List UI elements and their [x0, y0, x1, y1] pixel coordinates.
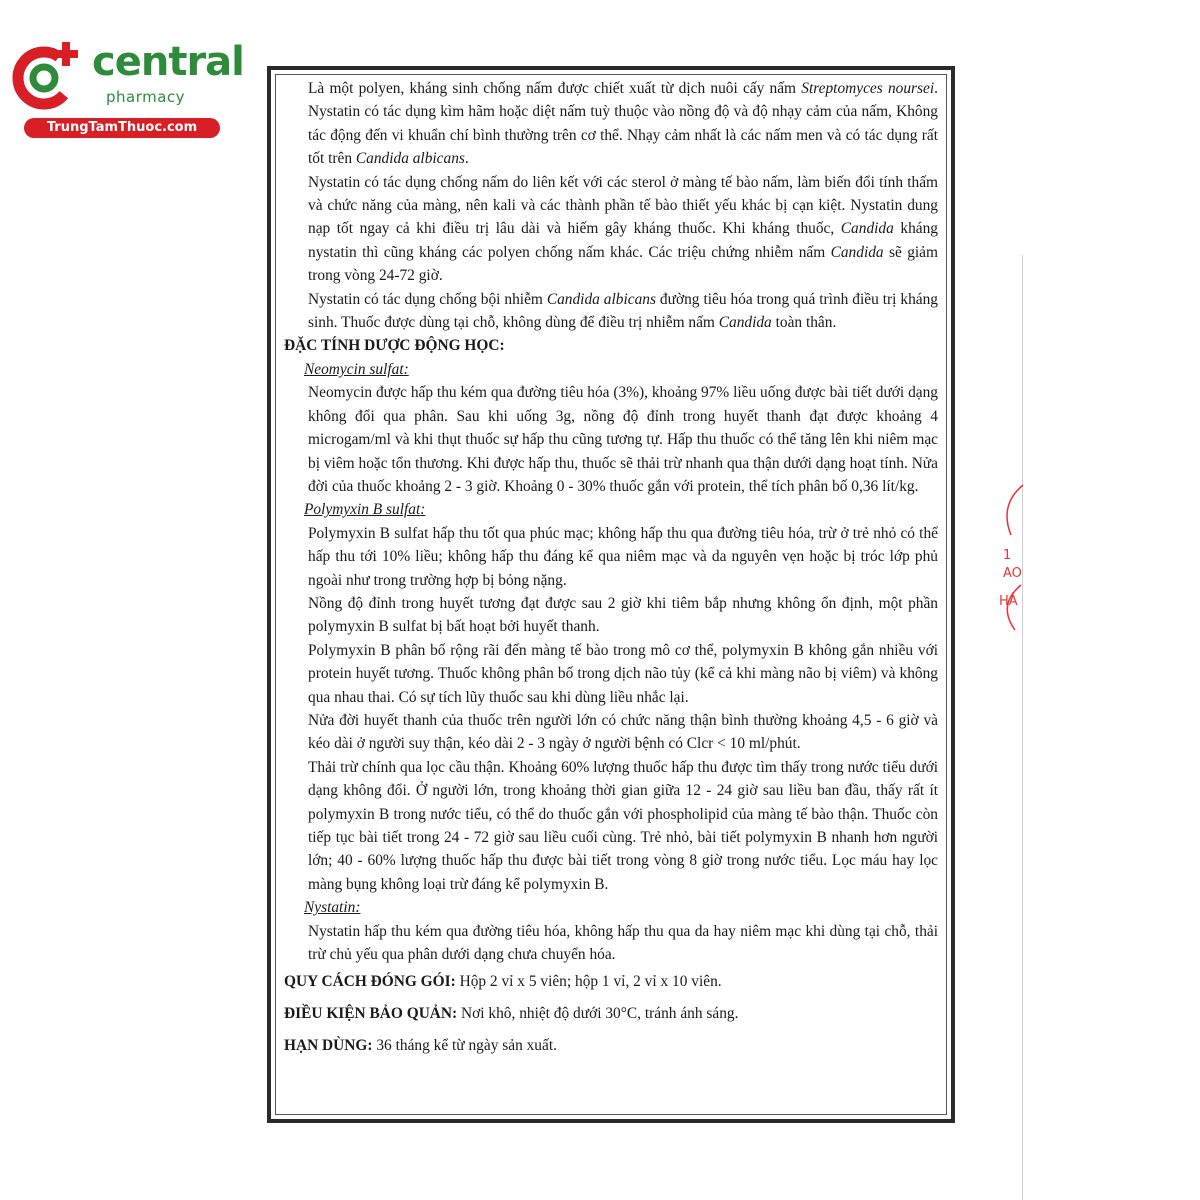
leaflet-content	[275, 74, 947, 1115]
stamp-arc-icon	[985, 480, 1045, 650]
stamp-text-2: AO	[1003, 566, 1022, 581]
pk-paragraph-2-3: Polymyxin B phân bố rộng rãi đến màng tế bào trong mô cơ thể, polymyxin B không gắn nhiều với protein huyết tương. Thuốc không phân bố trong dịch não tủy (kể cả khi màng não bị viêm) và không qua nhau thai. Có sự tích lũy thuốc sau khi dùng liều nhắc lại.	[308, 641, 938, 706]
pk-subheading-2: Polymyxin B sulfat:	[304, 501, 426, 519]
expiry-value: 36 tháng kể từ ngày sản xuất.	[376, 1037, 557, 1055]
pk-heading: ĐẶC TÍNH DƯỢC ĐỘNG HỌC:	[284, 337, 505, 355]
intro-paragraph-2: Nystatin có tác dụng chống nấm do liên kết với các sterol ở màng tế bào nấm, làm biến đổi tính thấm và chức năng của màng, nên kali và các thành phần tế bào thiết yếu khác bị cạn kiệt. Nystatin dung nạp tốt ngay cả khi điều trị lâu dài và hiếm gây kháng thuốc. Khi kháng thuốc, Candida kháng nystatin thì cũng kháng các polyen chống nấm khác. Các triệu chứng nhiễm nấm Candida sẽ giảm trong vòng 24-72 giờ.	[308, 173, 938, 285]
brand-sub: pharmacy	[106, 88, 186, 106]
page-edge-divider	[1022, 255, 1023, 1200]
pk-paragraph-2-1: Polymyxin B sulfat hấp thu tốt qua phúc mạc; không hấp thu qua đường tiêu hóa, trừ ở trẻ nhỏ có thể hấp thu tới 10% liều; không hấp thu đáng kể qua niêm mạc và da nguyên vẹn hoặc bị tróc lớp phủ ngoài như trong trường hợp bị bỏng nặng.	[308, 524, 938, 589]
stamp-text-1: 1	[1003, 548, 1012, 563]
central-pharmacy-logo	[10, 36, 244, 136]
pk-paragraph-2-2: Nồng độ đỉnh trong huyết tương đạt được sau 2 giờ khi tiêm bắp nhưng không ổn định, một phần polymyxin B sulfat bị bất hoạt bởi huyết thanh.	[308, 594, 938, 636]
storage-label: ĐIỀU KIỆN BẢO QUẢN:	[284, 1005, 458, 1023]
pharmacokinetics-section	[284, 358, 938, 967]
pk-paragraph-2-5: Thải trừ chính qua lọc cầu thận. Khoảng 60% lượng thuốc hấp thu được tìm thấy trong nước tiểu dưới dạng không đổi. Ở người lớn, trong khoảng thời gian giữa 12 - 24 giờ sau liều ban đầu, thấy rất ít polymyxin B trong nước tiểu, có thể do thuốc gắn với phospholipid của màng tế bào thận. Thuốc còn tiếp tục bài tiết trong 24 - 72 giờ sau liều cuối cùng. Trẻ nhỏ, bài tiết polymyxin B nhanh hơn người lớn; 40 - 60% lượng thuốc hấp thu được bài tiết trong vòng 8 giờ trong nước tiểu. Lọc máu hay lọc màng bụng không loại trừ đáng kể polymyxin B.	[308, 758, 938, 893]
expiry-line	[284, 1030, 938, 1062]
pk-subheading-3: Nystatin:	[304, 899, 361, 917]
pk-paragraph-2-4: Nửa đời huyết thanh của thuốc trên người lớn có chức năng thận bình thường khoảng 4,5 - 6 giờ và kéo dài ở người suy thận, kéo dài 2 - 3 ngày ở người bệnh có Clcr < 10 ml/phút.	[308, 711, 938, 753]
pk-paragraph-1-1: Neomycin được hấp thu kém qua đường tiêu hóa (3%), khoảng 97% liều uống được bài tiết dưới dạng không đổi qua phân. Sau khi uống 3g, nồng độ đỉnh trong huyết thanh đạt được khoảng 4 microgam/ml và khi thụt thuốc sự hấp thu cũng tương tự. Hấp thu thuốc có thể tăng lên khi niêm mạc bị viêm hoặc tổn thương. Khi được hấp thu, thuốc sẽ thải trừ nhanh qua thận dưới dạng hoạt tính. Nửa đời của thuốc khoảng 2 - 3 giờ. Khoảng 0 - 30% thuốc gắn với protein, thể tích phân bố 0,36 lít/kg.	[308, 384, 938, 495]
expiry-label: HẠN DÙNG:	[284, 1037, 373, 1055]
pharmacodynamics-section	[284, 77, 938, 334]
packaging-line	[284, 966, 938, 998]
packaging-value: Hộp 2 vỉ x 5 viên; hộp 1 vỉ, 2 vỉ x 10 viên.	[459, 973, 722, 991]
intro-paragraph-1: Là một polyen, kháng sinh chống nấm được chiết xuất từ dịch nuôi cấy nấm Streptomyces noursei. Nystatin có tác dụng kìm hãm hoặc diệt nấm tuỳ thuộc vào nồng độ và độ nhạy cảm của nấm, Không tác động đến vi khuẩn chí bình thường trên cơ thể. Nhạy cảm nhất là các nấm men và có tác dụng rất tốt trên Candida albicans.	[308, 80, 938, 168]
storage-value: Nơi khô, nhiệt độ dưới 30°C, tránh ánh sáng.	[461, 1005, 739, 1023]
pk-paragraph-3-1: Nystatin hấp thu kém qua đường tiêu hóa, không hấp thu qua da hay niêm mạc khi dùng tại chỗ, thải trừ chủ yếu qua phân dưới dạng chưa chuyển hóa.	[308, 922, 938, 964]
storage-line	[284, 998, 938, 1030]
leaflet-page	[267, 66, 955, 1123]
pharmacy-cross-icon	[10, 40, 82, 112]
stamp-text-3: HÀ	[999, 594, 1018, 609]
brand-site: TrungTamThuoc.com	[24, 118, 220, 138]
brand-name: central	[92, 39, 244, 85]
packaging-label: QUY CÁCH ĐÓNG GÓI:	[284, 973, 456, 991]
pk-subheading-1: Neomycin sulfat:	[304, 360, 409, 378]
red-stamp	[985, 480, 1045, 650]
intro-paragraph-3: Nystatin có tác dụng chống bội nhiễm Candida albicans đường tiêu hóa trong quá trình điều trị kháng sinh. Thuốc được dùng tại chỗ, không dùng để điều trị nhiễm nấm Candida toàn thân.	[308, 290, 938, 332]
